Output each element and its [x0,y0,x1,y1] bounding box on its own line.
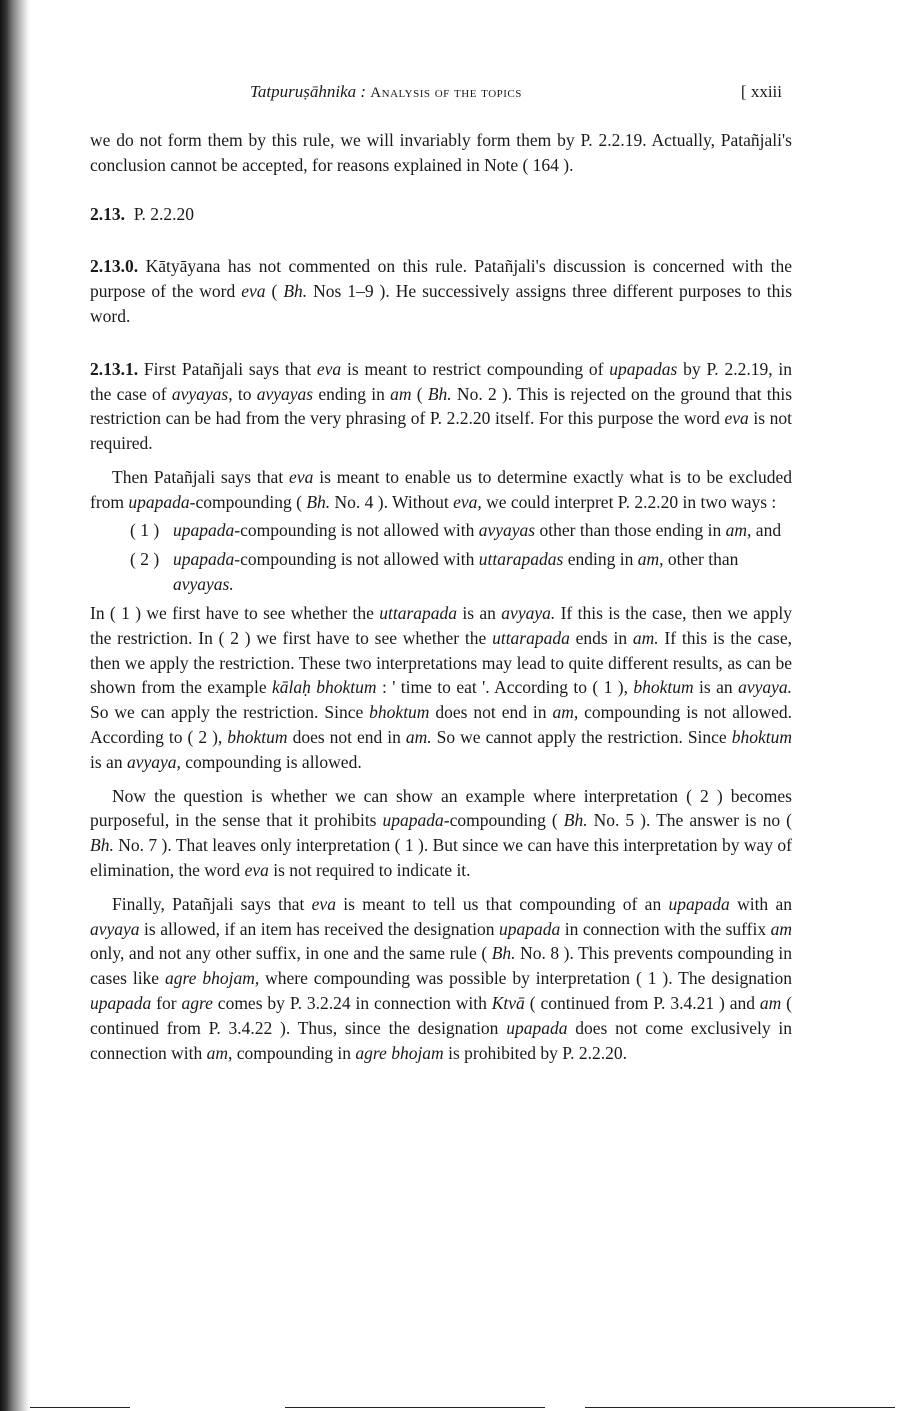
scan-bottom-rule [585,1407,895,1408]
list-marker: ( 1 ) [130,519,160,540]
running-header [250,82,790,106]
scan-binding-shadow [0,0,30,1411]
section-heading-2-13: 2.13. P. 2.2.20 [90,203,195,224]
paragraph-intro: we do not form them by this rule, we will invariably form them by P. 2.2.19. Actually, Patañjali's conclusion cannot be accepted, for reasons explained in Note ( 164 ). [90,130,792,175]
scan-bottom-rule [30,1407,130,1408]
list-marker: ( 2 ) [130,549,160,570]
page-body [90,128,792,1065]
paragraph-finally: Finally, Patañjali says that eva is meant to tell us that compounding of an upapada with an avyaya is allowed, if an item has received the designation upapada in connection with the suffix am only, and not any other suffix, in one and the same rule ( Bh. No. 8 ). This prevents compounding in cases like agre bhojam, where compounding was possible by interpretation ( 1 ). The designation upapada for agre comes by P. 3.2.24 in connection with Ktvā ( continued from P. 3.4.21 ) and am ( continued from P. 3.4.22 ). Thus, since the designation upapada does not come exclusively in connection with am, compounding in agre bhojam is prohibited by P. 2.2.20. [90,893,793,1063]
running-header-title: Tatpuruṣāhnika : Analysis of the topics [250,82,522,101]
paragraph-2-13-1: 2.13.1. First Patañjali says that eva is meant to restrict compounding of upapadas by P. 2.2.19, in the case of avyayas, to avyayas ending in am ( Bh. No. 2 ). This is rejected on the ground that this restriction can be had from the very phrasing of P. 2.2.20 itself. For this purpose the word eva is not required. [90,358,793,454]
paragraph-now: Now the question is whether we can show an example where interpretation ( 2 ) becomes purposeful, in the sense that it prohibits upapada-compounding ( Bh. No. 5 ). The answer is no ( Bh. No. 7 ). That leaves only interpretation ( 1 ). But since we can have this interpretation by way of elimination, the word eva is not required to indicate it. [90,785,792,880]
paragraph-2-13-0: 2.13.0. Kātyāyana has not commented on this rule. Patañjali's discussion is concerned with the purpose of the word eva ( Bh. Nos 1–9 ). He successively assigns three different purposes to this word. [90,256,793,326]
paragraph-then: Then Patañjali says that eva is meant to enable us to determine exactly what is to be excluded from upapada-compounding ( Bh. No. 4 ). Without eva, we could interpret P. 2.2.20 in two ways : [90,466,792,512]
page-number: [ xxiii [740,82,782,101]
running-header-subtitle: Analysis of the topics [370,85,522,101]
paragraph-in: In ( 1 ) we first have to see whether the uttarapada is an avyaya. If this is the case, then we apply the restriction. In ( 2 ) we first have to see whether the uttarapada ends in am. If this is the case, then we apply the restriction. These two interpretations may lead to quite different results, as can be shown from the example kālaḥ bhoktum : ' time to eat '. According to ( 1 ), bhoktum is an avyaya. So we can apply the restriction. Since bhoktum does not end in am, compounding is not allowed. According to ( 2 ), bhoktum does not end in am. So we cannot apply the restriction. Since bhoktum is an avyaya, compounding is allowed. [90,602,793,772]
scan-bottom-rule [285,1407,545,1408]
list-item-1: ( 1 ) upapada-compounding is not allowed with avyayas other than those ending in am, and [90,518,792,543]
list-item-2: ( 2 ) upapada-compounding is not allowed with uttarapadas ending in am, other than avyayas. [130,549,739,595]
